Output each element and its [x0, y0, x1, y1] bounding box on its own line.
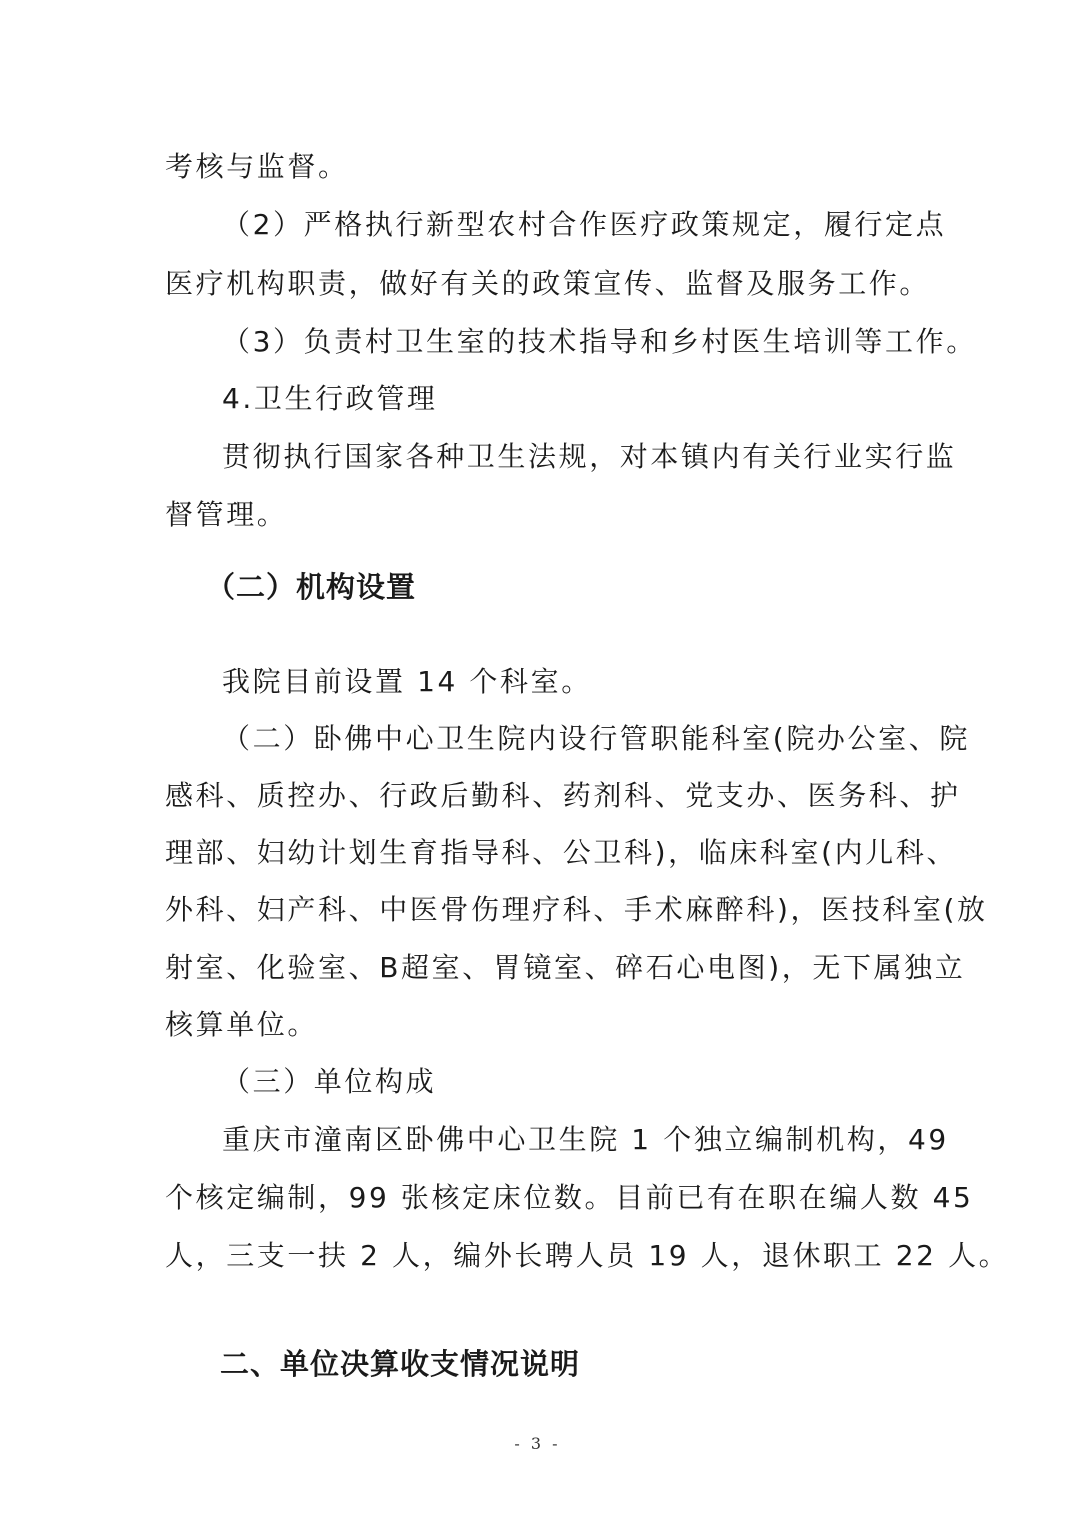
paragraph-line: 理部、妇幼计划生育指导科、公卫科)，临床科室(内儿科、 — [165, 836, 958, 869]
paragraph-line: 重庆市潼南区卧佛中心卫生院 1 个独立编制机构，49 — [222, 1123, 949, 1156]
paragraph-line: （二）卧佛中心卫生院内设行管职能科室(院办公室、院 — [222, 722, 970, 755]
paragraph-line: 医疗机构职责，做好有关的政策宣传、监督及服务工作。 — [165, 267, 931, 300]
chapter-heading: 二、单位决算收支情况说明 — [220, 1347, 581, 1381]
paragraph-line: （3）负责村卫生室的技术指导和乡村医生培训等工作。 — [222, 325, 977, 358]
paragraph-line: 核算单位。 — [165, 1008, 319, 1041]
section-heading: （二）机构设置 — [206, 570, 417, 604]
section-subtitle: （三）单位构成 — [222, 1065, 437, 1098]
paragraph-line: 考核与监督。 — [165, 150, 349, 183]
paragraph-line: 贯彻执行国家各种卫生法规，对本镇内有关行业实行监 — [222, 440, 957, 473]
paragraph-line: 督管理。 — [165, 498, 288, 531]
paragraph-line: （2）严格执行新型农村合作医疗政策规定，履行定点 — [222, 208, 947, 241]
paragraph-line: 人，三支一扶 2 人，编外长聘人员 19 人，退休职工 22 人。 — [165, 1239, 1010, 1272]
section-subtitle: 4.卫生行政管理 — [222, 382, 438, 415]
page-number: - 3 - — [514, 1434, 561, 1453]
paragraph-line: 射室、化验室、B超室、胃镜室、碎石心电图)，无下属独立 — [165, 951, 966, 984]
paragraph-line: 我院目前设置 14 个科室。 — [222, 665, 592, 698]
paragraph-line: 感科、质控办、行政后勤科、药剂科、党支办、医务科、护 — [165, 779, 961, 812]
paragraph-line: 个核定编制，99 张核定床位数。目前已有在职在编人数 45 — [165, 1181, 974, 1214]
paragraph-line: 外科、妇产科、中医骨伤理疗科、手术麻醉科)，医技科室(放 — [165, 893, 988, 926]
